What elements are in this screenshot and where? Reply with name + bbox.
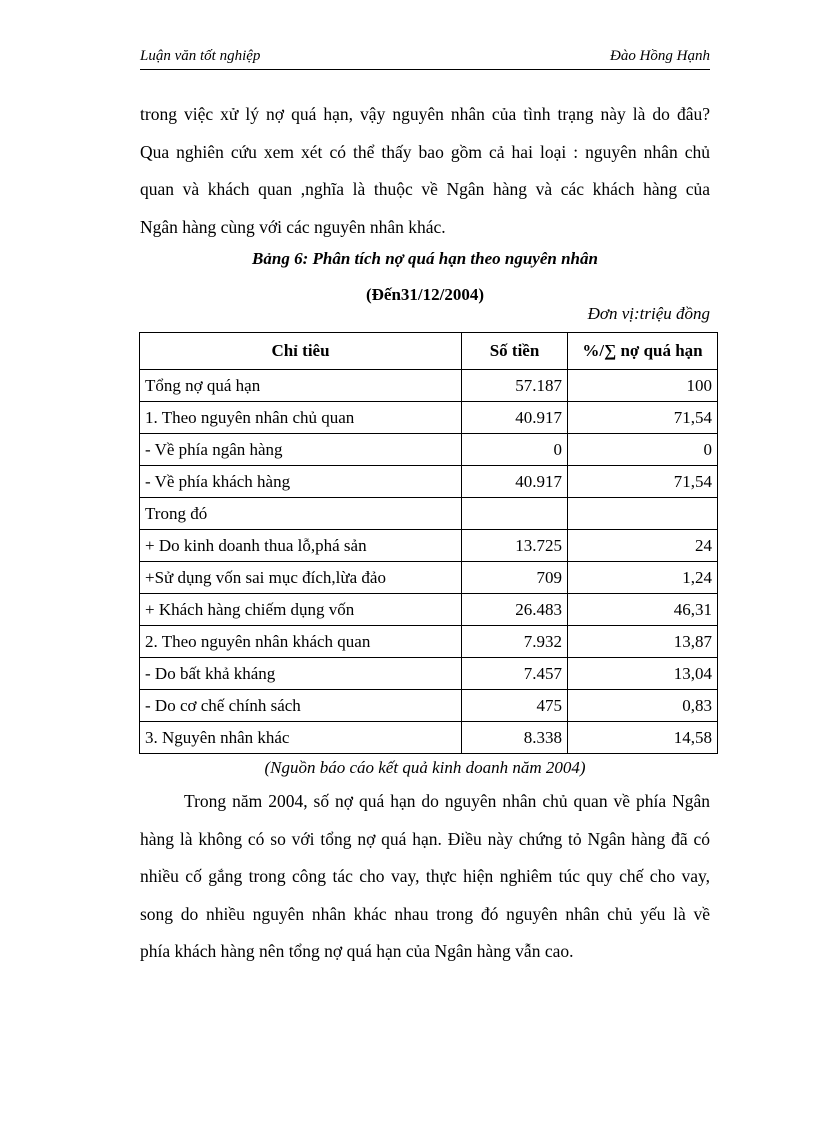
overdue-debt-table bbox=[139, 332, 718, 754]
row-label: Trong đó bbox=[140, 498, 462, 530]
table-unit: Đơn vị:triệu đồng bbox=[587, 304, 710, 323]
row-label: 2. Theo nguyên nhân khách quan bbox=[140, 626, 462, 658]
closing-line: song do nhiều nguyên nhân khác nhau trong đó nguyên nhân chủ yếu là về bbox=[140, 903, 710, 924]
closing-line: phía khách hàng nên tổng nợ quá hạn của Ngân hàng vẫn cao. bbox=[140, 941, 574, 961]
row-amount: 7.457 bbox=[462, 658, 568, 690]
intro-paragraph bbox=[140, 96, 710, 246]
table-row bbox=[140, 722, 718, 754]
table-row bbox=[140, 626, 718, 658]
closing-paragraph bbox=[140, 783, 710, 971]
row-amount: 475 bbox=[462, 690, 568, 722]
row-label: 1. Theo nguyên nhân chủ quan bbox=[140, 402, 462, 434]
row-amount: 26.483 bbox=[462, 594, 568, 626]
intro-line: Ngân hàng cùng với các nguyên nhân khác. bbox=[140, 216, 446, 237]
table-row bbox=[140, 498, 718, 530]
header-thesis-label: Luận văn tốt nghiệp bbox=[140, 48, 261, 64]
closing-line: nhiều cố gắng trong công tác cho vay, thực hiện nghiêm túc quy chế cho vay, bbox=[140, 866, 710, 886]
row-amount bbox=[462, 498, 568, 530]
intro-line: trong việc xử lý nợ quá hạn, vậy nguyên nhân của tình trạng này là do đâu? bbox=[140, 104, 710, 124]
row-label: + Do kinh doanh thua lỗ,phá sản bbox=[140, 530, 462, 562]
row-percent: 0,83 bbox=[568, 690, 718, 722]
table-row bbox=[140, 402, 718, 434]
header-author-name: Đào Hồng Hạnh bbox=[610, 48, 710, 64]
row-label: +Sử dụng vốn sai mục đích,lừa đảo bbox=[140, 562, 462, 594]
row-amount: 8.338 bbox=[462, 722, 568, 754]
table-row bbox=[140, 434, 718, 466]
row-label: 3. Nguyên nhân khác bbox=[140, 722, 462, 754]
table-row bbox=[140, 690, 718, 722]
row-amount: 0 bbox=[462, 434, 568, 466]
table-header-row bbox=[140, 333, 718, 370]
row-amount: 13.725 bbox=[462, 530, 568, 562]
row-label: - Do bất khả kháng bbox=[140, 658, 462, 690]
table-row bbox=[140, 370, 718, 402]
row-percent: 13,04 bbox=[568, 658, 718, 690]
closing-line: hàng là không có so với tổng nợ quá hạn. Điều này chứng tỏ Ngân hàng đã có bbox=[140, 828, 710, 849]
table-row bbox=[140, 594, 718, 626]
row-amount: 709 bbox=[462, 562, 568, 594]
column-header-percent: %/∑ nợ quá hạn bbox=[568, 333, 718, 370]
row-percent: 100 bbox=[568, 370, 718, 402]
row-label: - Về phía ngân hàng bbox=[140, 434, 462, 466]
row-amount: 7.932 bbox=[462, 626, 568, 658]
row-percent: 13,87 bbox=[568, 626, 718, 658]
intro-line: quan và khách quan ,nghĩa là thuộc về Ngân hàng và các khách hàng của bbox=[140, 179, 710, 199]
table-row bbox=[140, 466, 718, 498]
page-header bbox=[140, 46, 710, 68]
table-row bbox=[140, 530, 718, 562]
closing-line: Trong năm 2004, số nợ quá hạn do nguyên nhân chủ quan về phía Ngân bbox=[184, 791, 710, 811]
row-percent: 14,58 bbox=[568, 722, 718, 754]
table-title: Bảng 6: Phân tích nợ quá hạn theo nguyên nhân bbox=[252, 249, 598, 268]
table-row bbox=[140, 562, 718, 594]
column-header-amount: Số tiền bbox=[462, 333, 568, 370]
column-header-criteria: Chỉ tiêu bbox=[140, 333, 462, 370]
row-amount: 40.917 bbox=[462, 466, 568, 498]
row-label: + Khách hàng chiếm dụng vốn bbox=[140, 594, 462, 626]
table-row bbox=[140, 658, 718, 690]
row-percent: 46,31 bbox=[568, 594, 718, 626]
header-divider bbox=[140, 69, 710, 70]
row-label: - Về phía khách hàng bbox=[140, 466, 462, 498]
row-percent bbox=[568, 498, 718, 530]
row-percent: 1,24 bbox=[568, 562, 718, 594]
row-amount: 40.917 bbox=[462, 402, 568, 434]
row-percent: 24 bbox=[568, 530, 718, 562]
row-percent: 0 bbox=[568, 434, 718, 466]
row-amount: 57.187 bbox=[462, 370, 568, 402]
row-percent: 71,54 bbox=[568, 466, 718, 498]
row-label: - Do cơ chế chính sách bbox=[140, 690, 462, 722]
table-source-note: (Nguồn báo cáo kết quả kinh doanh năm 2004) bbox=[264, 758, 586, 777]
row-percent: 71,54 bbox=[568, 402, 718, 434]
table-subtitle: (Đến31/12/2004) bbox=[365, 285, 485, 304]
row-label: Tổng nợ quá hạn bbox=[140, 370, 462, 402]
intro-line: Qua nghiên cứu xem xét có thể thấy bao gồm cả hai loại : nguyên nhân chủ bbox=[140, 141, 710, 162]
